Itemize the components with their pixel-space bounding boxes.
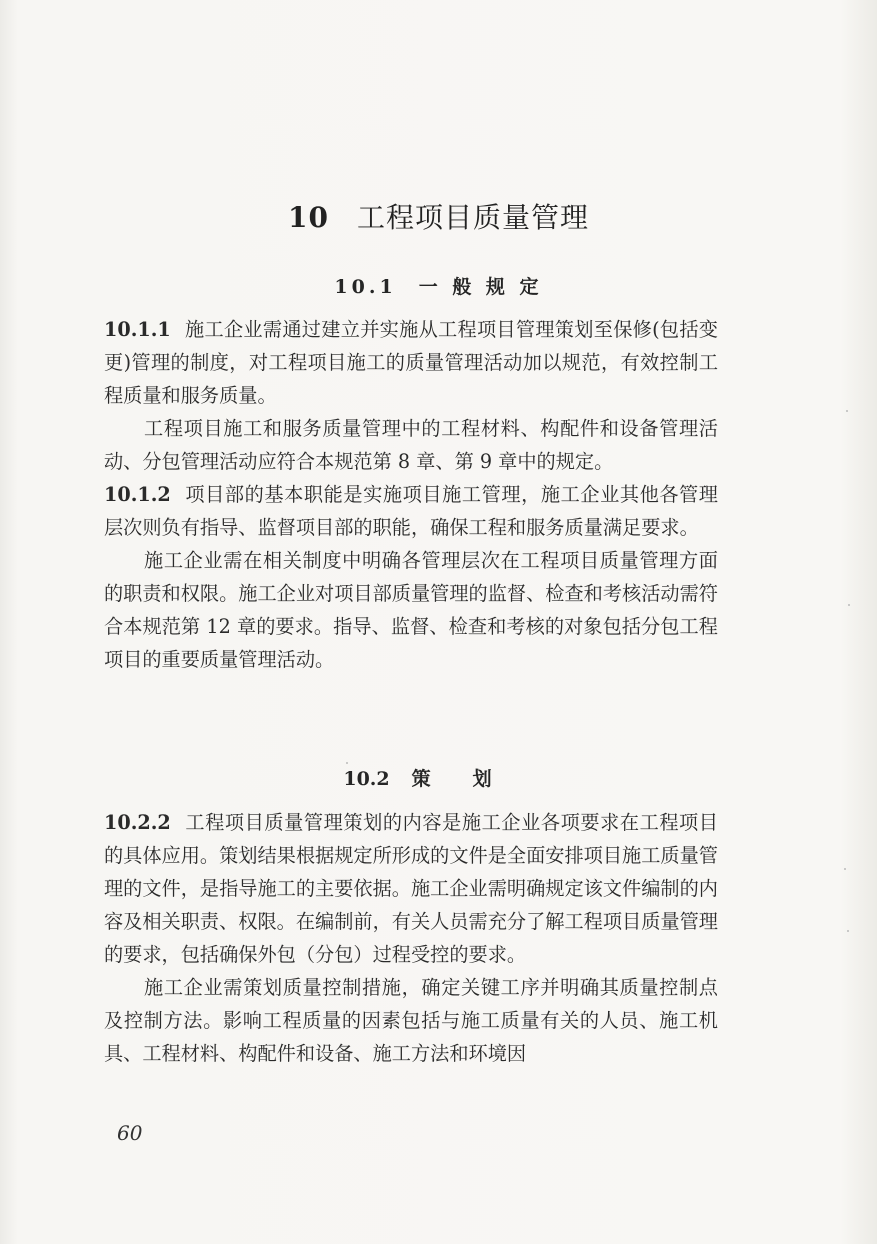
- clause-paragraph: [104, 806, 718, 971]
- paragraph-text: 工程项目质量管理策划的内容是施工企业各项要求在工程项目的具体应用。策划结果根据规定所形成的文件是全面安排项目施工质量管理的文件，是指导施工的主要依据。施工企业需明确规定该文件编制的内容及相关职责、权限。在编制前，有关人员需充分了解工程项目质量管理的要求，包括确保外包（分包）过程受控的要求。: [104, 811, 718, 966]
- section-title-text: 策划: [411, 768, 534, 790]
- section-number: 10.2: [343, 768, 390, 790]
- clause-paragraph: [104, 478, 718, 544]
- section-10-2-body: [104, 806, 718, 1070]
- chapter-title-text: 工程项目质量管理: [356, 201, 589, 234]
- body-paragraph: 施工企业需策划质量控制措施，确定关键工序并明确其质量控制点及控制方法。影响工程质量的因素包括与施工质量有关的人员、施工机具、工程材料、构配件和设备、施工方法和环境因: [104, 976, 718, 1065]
- section-number: 10.1: [334, 276, 397, 298]
- scan-speck: [848, 604, 850, 606]
- section-title-text: 一 般 规 定: [418, 276, 543, 298]
- chapter-title: [0, 196, 877, 236]
- scan-speck: [346, 762, 348, 764]
- chapter-number: 10: [288, 201, 329, 234]
- body-paragraph: 施工企业需在相关制度中明确各管理层次在工程项目质量管理方面的职责和权限。施工企业对项目部质量管理的监督、检查和考核活动需符合本规范第 12 章的要求。指导、监督、检查和考核的对象包括分包工程项目的重要质量管理活动。: [104, 549, 718, 671]
- scan-speck: [847, 930, 849, 932]
- section-heading-10-2: [0, 764, 877, 791]
- section-heading-10-1: [0, 272, 877, 299]
- section-10-1-body: [104, 313, 718, 676]
- scan-speck: [844, 868, 846, 870]
- clause-number: 10.1.1: [104, 318, 171, 341]
- clause-number: 10.1.2: [104, 483, 171, 506]
- scan-speck: [846, 410, 848, 412]
- paragraph-text: 施工企业需通过建立并实施从工程项目管理策划至保修(包括变更)管理的制度，对工程项目施工的质量管理活动加以规范，有效控制工程质量和服务质量。: [104, 318, 718, 407]
- page-number: 60: [117, 1121, 143, 1145]
- clause-number: 10.2.2: [104, 811, 171, 834]
- paragraph-text: 项目部的基本职能是实施项目施工管理，施工企业其他各管理层次则负有指导、监督项目部的职能，确保工程和服务质量满足要求。: [104, 483, 718, 539]
- body-paragraph: 工程项目施工和服务质量管理中的工程材料、构配件和设备管理活动、分包管理活动应符合本规范第 8 章、第 9 章中的规定。: [104, 417, 718, 473]
- clause-paragraph: [104, 313, 718, 412]
